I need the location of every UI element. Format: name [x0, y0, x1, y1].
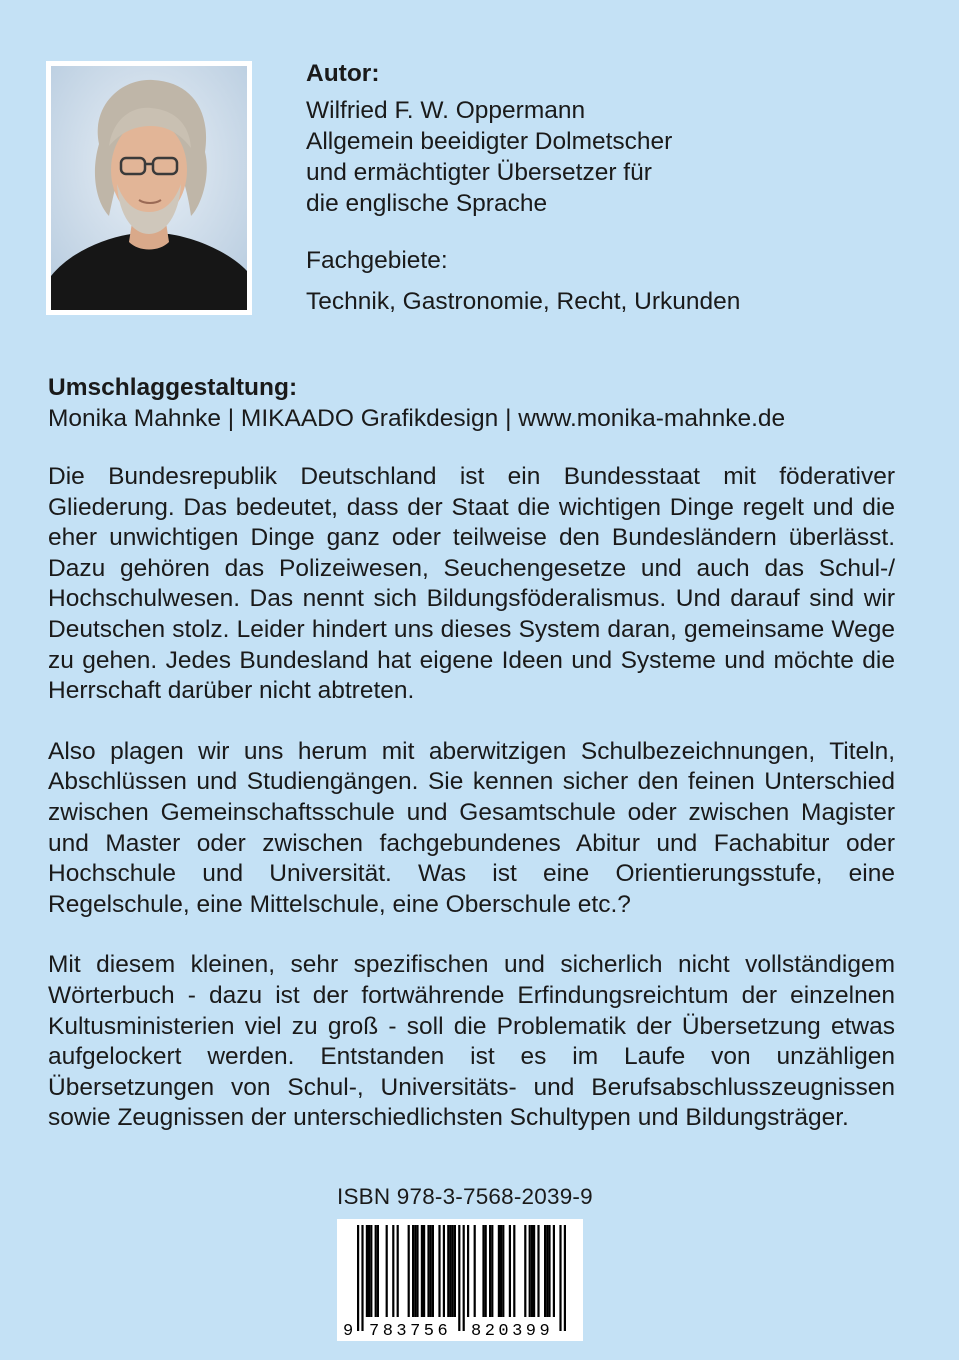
barcode-bar: [432, 1225, 434, 1317]
barcode-bar: [467, 1225, 469, 1317]
blurb-paragraph-1: Die Bundesrepublik Deutschland ist ein Bundesstaat mit föderativer Gliederung. Das bedeutet, dass der Staat die wichtigen Dinge regelt und die eher unwichtigen Dinge ganz oder teilweise den Bundesländern überlässt. Dazu gehören das Polizeiwesen, Seuchengesetze und auch das Schul-/ Hochschulwesen. Das nennt sich Bildungsföderalismus. Und darauf sind wir Deutschen stolz. Leider hindert uns dieses System daran, gemeinsame Wege zu gehen. Jedes Bundesland hat eigene Ideen und Systeme und möchte die Herrschaft darüber nicht abtreten.: [48, 463, 895, 705]
author-info: [306, 58, 926, 317]
barcode-bar: [544, 1225, 546, 1317]
barcode-bar: [485, 1225, 487, 1317]
barcode-bar: [427, 1225, 429, 1317]
author-title-line-1: Allgemein beeidigter Dolmetscher: [306, 128, 673, 155]
barcode-bar: [498, 1225, 500, 1317]
author-photo-frame: [46, 61, 252, 315]
barcode-bar: [553, 1225, 555, 1317]
barcode-digit-first: 9: [343, 1322, 354, 1341]
author-name: Wilfried F. W. Oppermann: [306, 97, 586, 124]
barcode-bar: [443, 1225, 445, 1317]
blurb-paragraph-2: Also plagen wir uns herum mit aberwitzigen Schulbezeichnungen, Titeln, Abschlüssen und Studiengängen. Sie kennen sicher den feinen Unterschied zwischen Gemeinschaftsschule und Gesamtschule oder zwischen Magister und Master oder zwischen fachgebundenes Abitur und Fachabitur oder Hochschule und Universität. Was ist eine Orientierungsstufe, eine Regelschule, eine Mittelschule, eine Oberschule etc.?: [48, 737, 895, 918]
cover-design-credit: [48, 372, 918, 434]
fields-label: Fachgebiete:: [306, 247, 448, 274]
barcode-bar: [397, 1225, 399, 1317]
fields-value: Technik, Gastronomie, Recht, Urkunden: [306, 288, 741, 315]
barcode-bar: [370, 1225, 372, 1317]
barcode-bar: [509, 1225, 511, 1317]
barcode-bar: [537, 1225, 539, 1317]
barcode-bar: [546, 1225, 548, 1317]
barcode-bar: [524, 1225, 526, 1317]
barcode-bar: [377, 1225, 379, 1317]
barcode-bar: [531, 1225, 533, 1317]
author-label: Autor:: [306, 60, 380, 87]
barcode-graphic: [337, 1219, 583, 1341]
barcode-bar: [423, 1225, 425, 1317]
author-photo: [51, 66, 247, 310]
barcode-bar: [463, 1225, 465, 1331]
barcode: [337, 1219, 583, 1341]
barcode-bar: [366, 1225, 368, 1317]
barcode-bar: [412, 1225, 414, 1317]
barcode-bar: [491, 1225, 493, 1317]
barcode-bar: [500, 1225, 502, 1317]
barcode-bar: [564, 1225, 566, 1331]
blurb-text: [48, 462, 895, 1164]
barcode-bar: [502, 1225, 504, 1317]
barcode-bar: [474, 1225, 476, 1317]
barcode-bar: [447, 1225, 449, 1317]
barcode-bar: [392, 1225, 394, 1317]
barcode-bar: [449, 1225, 451, 1317]
barcode-bar: [513, 1225, 515, 1317]
barcode-bar: [529, 1225, 531, 1317]
barcode-bar: [414, 1225, 416, 1317]
barcode-bar: [454, 1225, 456, 1317]
barcode-bar: [533, 1225, 535, 1317]
barcode-bar: [361, 1225, 363, 1331]
cover-design-label: Umschlaggestaltung:: [48, 374, 298, 401]
barcode-bar: [386, 1225, 388, 1317]
cover-design-text: Monika Mahnke | MIKAADO Grafikdesign | www.monika-mahnke.de: [48, 405, 786, 432]
barcode-bar: [458, 1225, 460, 1331]
barcode-bar: [548, 1225, 550, 1317]
barcode-bar: [489, 1225, 491, 1317]
barcode-bar: [408, 1225, 410, 1317]
blurb-paragraph-3: Mit diesem kleinen, sehr spezifischen und sicherlich nicht vollständigem Wörterbuch - dazu ist der fortwährende Erfindungsreichtum der einzelnen Kultusministerien viel zu groß - soll die Problematik der Übersetzung etwas aufgelockert werden. Entstanden ist es im Laufe von unzähligen Übersetzungen von Schul-, Universitäts- und Berufsabschlusszeugnissen sowie Zeugnissen der unterschiedlichsten Schultypen und Bildungsträger.: [48, 951, 895, 1132]
barcode-digits-left: 783756: [369, 1322, 452, 1341]
barcode-bar: [416, 1225, 418, 1317]
author-title-line-3: die englische Sprache: [306, 190, 548, 217]
author-portrait-illustration: [51, 66, 247, 310]
author-title-line-2: und ermächtigter Übersetzer für: [306, 159, 652, 186]
barcode-bar: [357, 1225, 359, 1331]
barcode-bar: [368, 1225, 370, 1317]
barcode-bar: [559, 1225, 561, 1331]
isbn-text: ISBN 978-3-7568-2039-9: [337, 1184, 593, 1209]
barcode-bar: [452, 1225, 454, 1317]
barcode-digits-right: 820399: [471, 1322, 554, 1341]
barcode-bar: [430, 1225, 432, 1317]
barcode-bar: [482, 1225, 484, 1317]
barcode-bar: [421, 1225, 423, 1317]
barcode-bar: [438, 1225, 440, 1317]
barcode-bar: [375, 1225, 377, 1317]
